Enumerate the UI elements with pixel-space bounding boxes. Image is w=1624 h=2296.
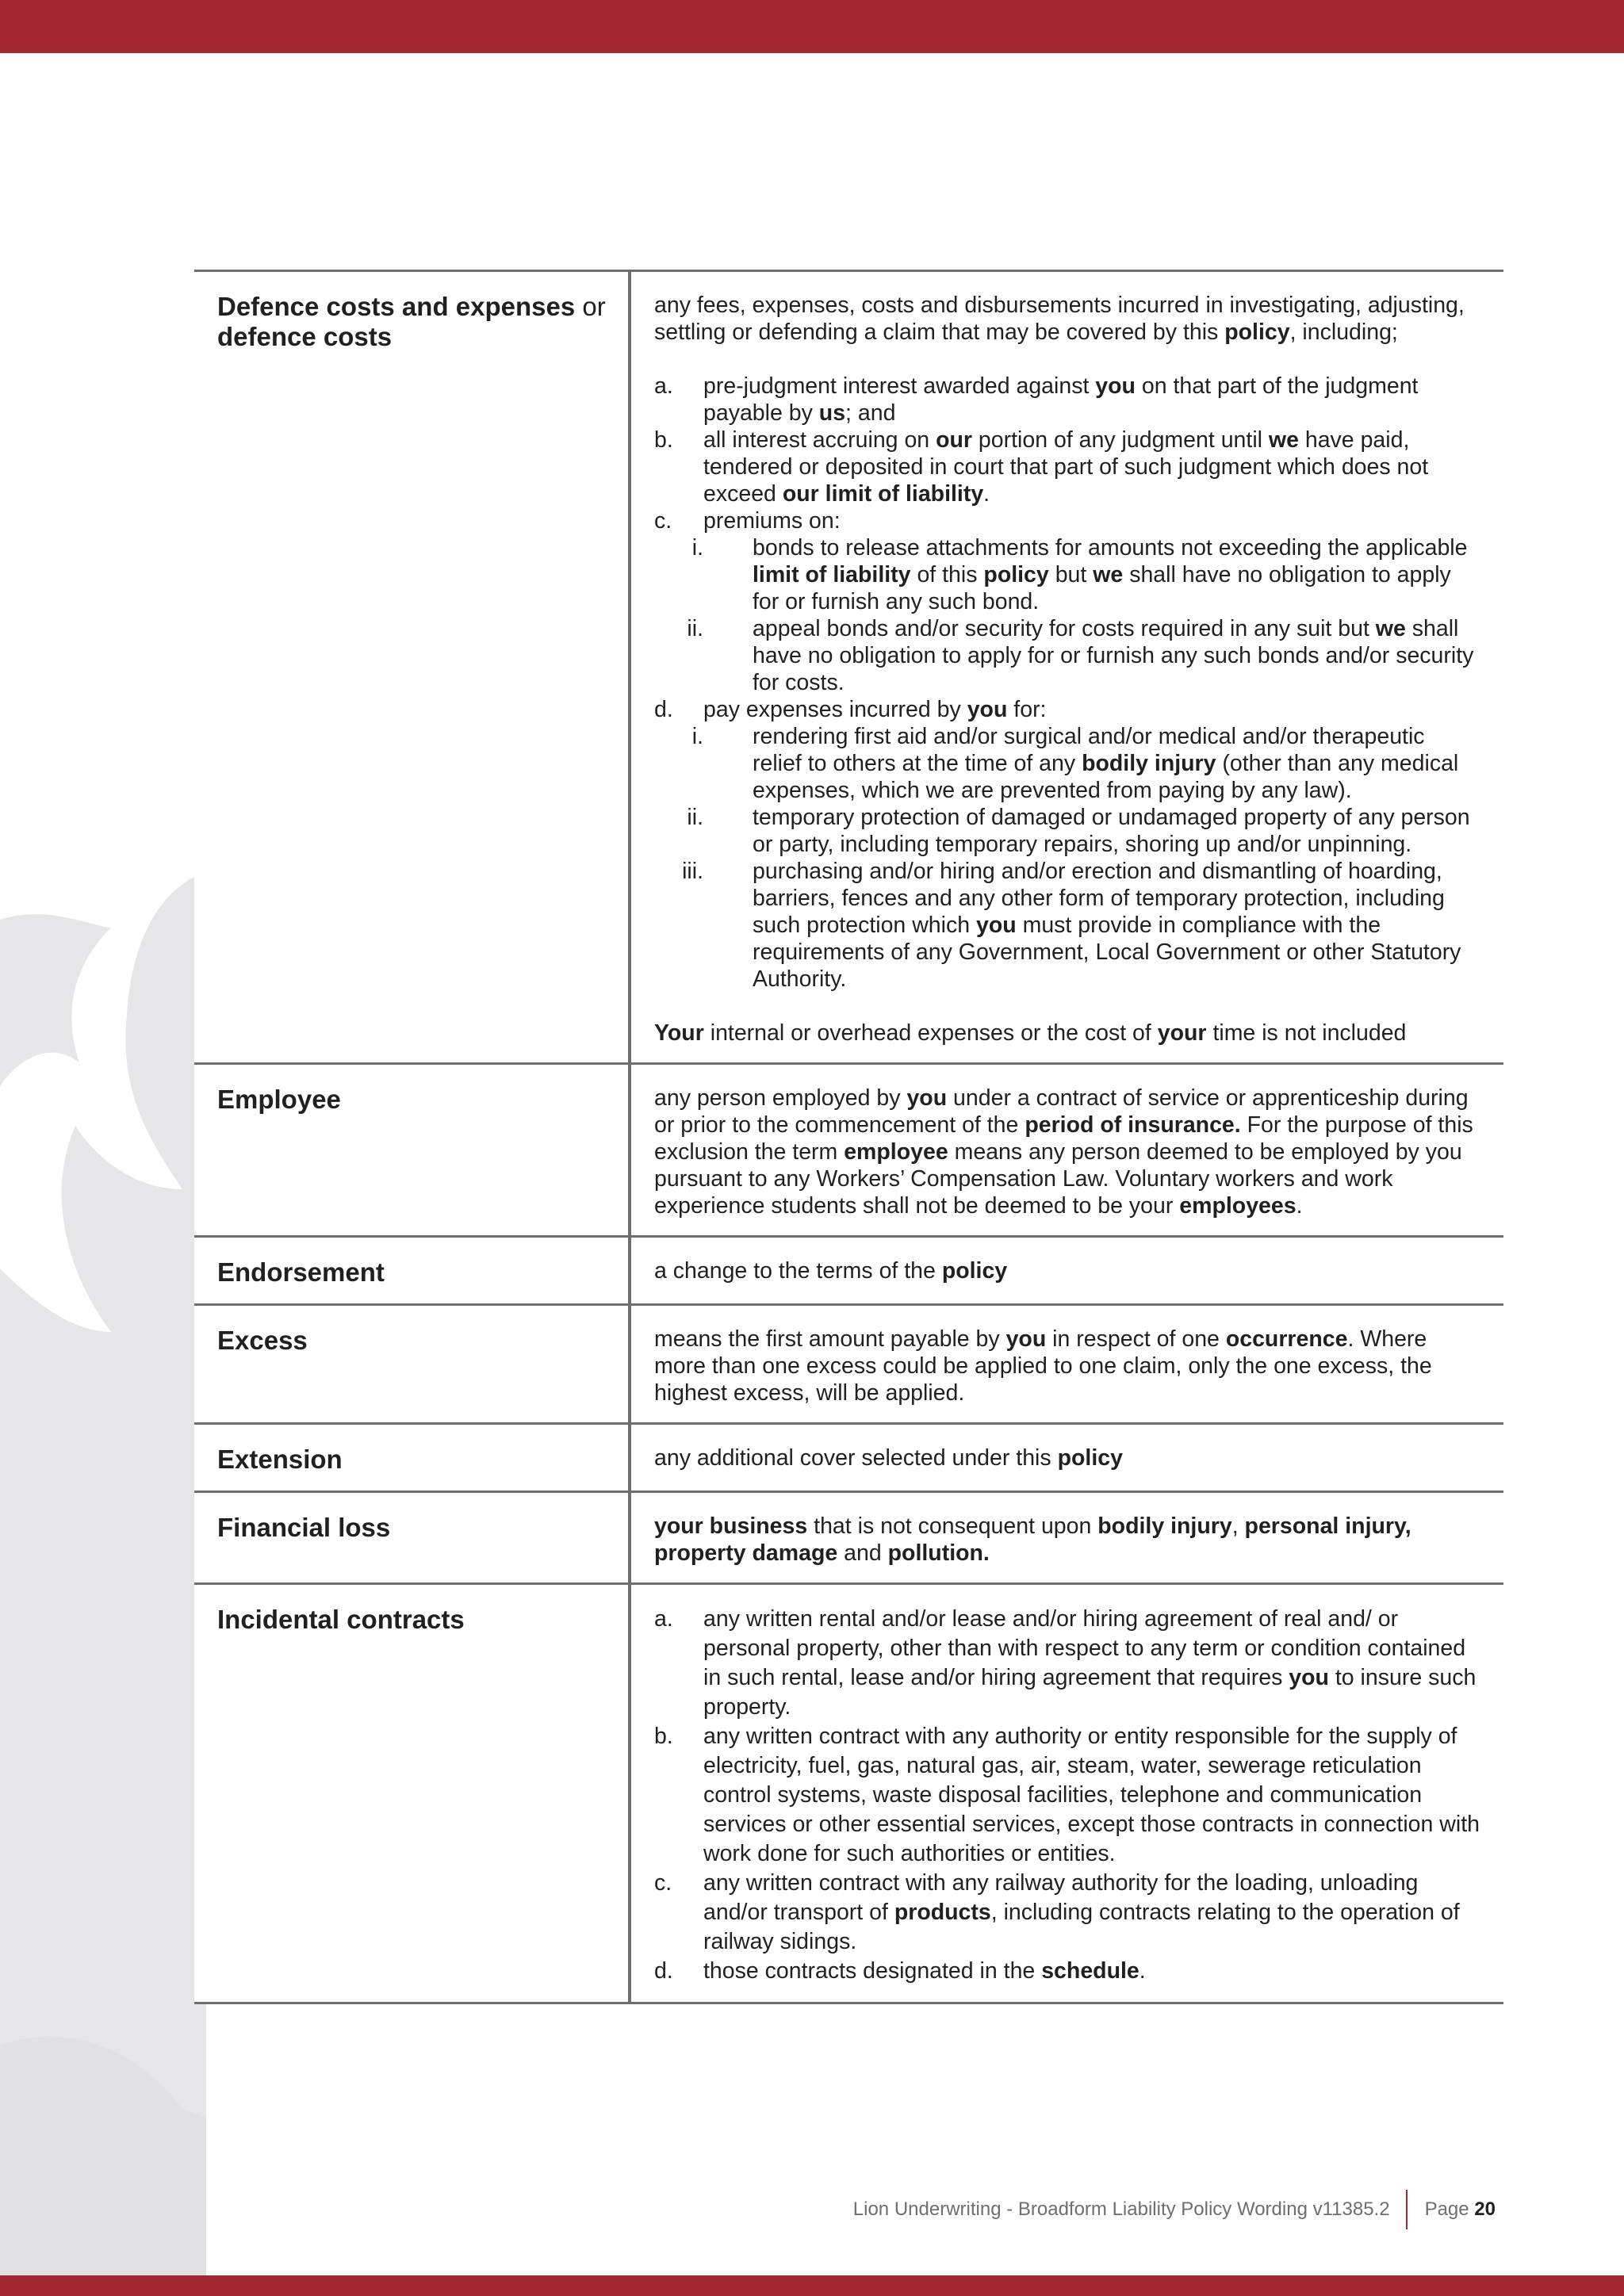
meaning-cell: [630, 1237, 1503, 1305]
header-band: [0, 0, 1624, 53]
definition-row-endorsement: [194, 1237, 1503, 1305]
definition-incidental-contracts: [654, 1605, 1480, 1986]
definition-financial-loss: your business that is not consequent upon bodily injury, personal injury, property damage and pollution.: [654, 1513, 1411, 1566]
definition-row-employee: [194, 1064, 1503, 1237]
term-cell: [194, 1305, 630, 1424]
definitions-table: [194, 270, 1503, 2004]
expenses-sublist: [654, 723, 1480, 993]
sublist-item: ii. temporary protection of damaged or undamaged property of any person or party, including temporary repairs, shoring up and/or unpinning.: [687, 805, 1470, 857]
footer-band: [0, 2275, 1624, 2296]
definition-employee: any person employed by you under a contract of service or apprenticeship during or prior to the commencement of the period of insurance. For the purpose of this exclusion the term employee means any person deemed to be employed by you pursuant to any Workers’ Compensation Law. Voluntary workers and work experience students shall not be deemed to be your employees.: [654, 1085, 1473, 1219]
page-number: Page 20: [1424, 2198, 1496, 2220]
list-item: a. pre-judgment interest awarded against you on that part of the judgment payable by us; and: [654, 373, 1419, 426]
definition-row-excess: [194, 1305, 1503, 1424]
term-cell: [194, 1064, 630, 1237]
meaning-cell: [630, 1584, 1503, 2003]
term-employee: Employee: [217, 1085, 341, 1114]
meaning-cell: [630, 1492, 1503, 1584]
term-excess: Excess: [217, 1326, 308, 1355]
term-incidental-contracts: Incidental contracts: [217, 1605, 465, 1634]
term-financial-loss: Financial loss: [217, 1513, 391, 1542]
definition-row-extension: [194, 1424, 1503, 1492]
sublist-item: iii. purchasing and/or hiring and/or erection and dismantling of hoarding, barriers, fences and any other form of temporary protection, including such protection which you must provide in compliance with the requirements of any Government, Local Government or other Statutory Authority.: [682, 859, 1461, 992]
meaning-cell: [630, 1064, 1503, 1237]
defence-costs-list: [654, 373, 1480, 993]
list-item: d. pay expenses incurred by you for: i. rendering first aid and/or surgical and/or medical and/or therapeutic relief to others at the time of any bodily injury (other than any medical expenses, which we are prevented from paying by any law). ii. temporary protection of damaged or undamaged property of any person or party, including temporary repairs, shoring up and/or unpinning. iii. purchasing and/or hiring and/or erection and dismantling of hoarding, barriers, fences and any other form of temporary protection, including such protection which you must provide in compliance with the requirements of any Government, Local Government or other Statutory Authority.: [654, 696, 1480, 993]
term-cell: [194, 271, 630, 1064]
term-extension: Extension: [217, 1445, 343, 1474]
premiums-sublist: [654, 534, 1480, 696]
definition-row-financial-loss: [194, 1492, 1503, 1584]
definition-row-incidental-contracts: [194, 1584, 1503, 2003]
definition-row-defence-costs: [194, 271, 1503, 1064]
list-item: b. all interest accruing on our portion of any judgment until we have paid, tendered or deposited in court that part of such judgment which does not exceed our limit of liability.: [654, 427, 1429, 507]
definition-excess: means the first amount payable by you in respect of one occurrence. Where more than one excess could be applied to one claim, only the one excess, the highest excess, will be applied.: [654, 1326, 1432, 1406]
list-item: d. those contracts designated in the schedule.: [654, 1958, 1146, 1984]
footer-divider: [1406, 2190, 1408, 2229]
definition-endorsement: a change to the terms of the policy: [654, 1258, 1008, 1284]
term-cell: [194, 1237, 630, 1305]
term-cell: [194, 1492, 630, 1584]
sublist-item: i. rendering first aid and/or surgical and/or medical and/or therapeutic relief to others at the time of any bodily injury (other than any medical expenses, which we are prevented from paying by any law).: [691, 724, 1459, 803]
footer-document-title: Lion Underwriting - Broadform Liability Policy Wording v11385.2: [852, 2198, 1390, 2220]
list-item: a. any written rental and/or lease and/or hiring agreement of real and/ or personal property, other than with respect to any term or condition contained in such rental, lease and/or hiring agreement that requires you to insure such property.: [654, 1606, 1477, 1720]
list-item: c. any written contract with any railway authority for the loading, unloading and/or transport of products, including contracts relating to the operation of railway sidings.: [654, 1870, 1460, 1954]
sublist-item: ii. appeal bonds and/or security for costs required in any suit but we shall have no obligation to apply for or furnish any such bonds and/or security for costs.: [687, 616, 1474, 695]
meaning-cell: [630, 271, 1503, 1064]
sublist-item: i. bonds to release attachments for amounts not exceeding the applicable limit of liability of this policy but we shall have no obligation to apply for or furnish any such bond.: [691, 535, 1468, 614]
term-endorsement: Endorsement: [217, 1257, 385, 1287]
list-item: c. premiums on: i. bonds to release attachments for amounts not exceeding the applicable limit of liability of this policy but we shall have no obligation to apply for or furnish any such bond. ii. appeal bonds and/or security for costs required in any suit but we shall have no obligation to apply for or furnish any such bonds and/or security for costs.: [654, 507, 1480, 696]
incidental-contracts-list: [654, 1605, 1480, 1986]
definition-extension: any additional cover selected under this policy: [654, 1445, 1123, 1471]
term-cell: [194, 1584, 630, 2003]
term-defence-costs: Defence costs and expenses or defence costs: [217, 292, 606, 351]
term-cell: [194, 1424, 630, 1492]
list-item: b. any written contract with any authority or entity responsible for the supply of electricity, fuel, gas, natural gas, air, steam, water, sewerage reticulation control systems, waste disposal facilities, telephone and communication services or other essential services, except those contracts in connection with work done for such authorities or entities.: [654, 1724, 1480, 1866]
page-footer: [853, 2190, 1496, 2229]
definition-defence-costs: any fees, expenses, costs and disbursements incurred in investigating, adjusting, settling or defending a claim that may be covered by this policy, including; a. pre-judgment interest awarded against you on that part of the judgment payable by us; and b. all interest accruing on our portion of any judgment until we have paid, tendered or deposited in court that part of such judgment which does not exceed our limit of liability. c. premiums on: i. bonds to release attachments for amounts not exceeding the applicable limit of liability of this policy but we shall have no obligation to apply for or furnish any such bond. ii. appeal bonds and/or security for costs required in any suit but we shall have no obligation to apply for or furnish any such bonds and/or security for costs. d. pay expenses incurred by you for: i. rendering first aid and/or surgical and/or medical and/or therapeutic relief to others at the time of any bodily injury (other than any medical expenses, which we are prevented from paying by any law). ii. temporary protection of damaged or undamaged property of any person or party, including temporary repairs, shoring up and/or unpinning. iii. purchasing and/or hiring and/or erection and dismantling of hoarding, barriers, fences and any other form of temporary protection, including such protection which you must provide in compliance with the requirements of any Government, Local Government or other Statutory Authority. Your internal or overhead expenses or the cost of your time is not included: [654, 292, 1480, 1047]
lion-watermark: [0, 856, 206, 2275]
meaning-cell: [630, 1305, 1503, 1424]
meaning-cell: [630, 1424, 1503, 1492]
